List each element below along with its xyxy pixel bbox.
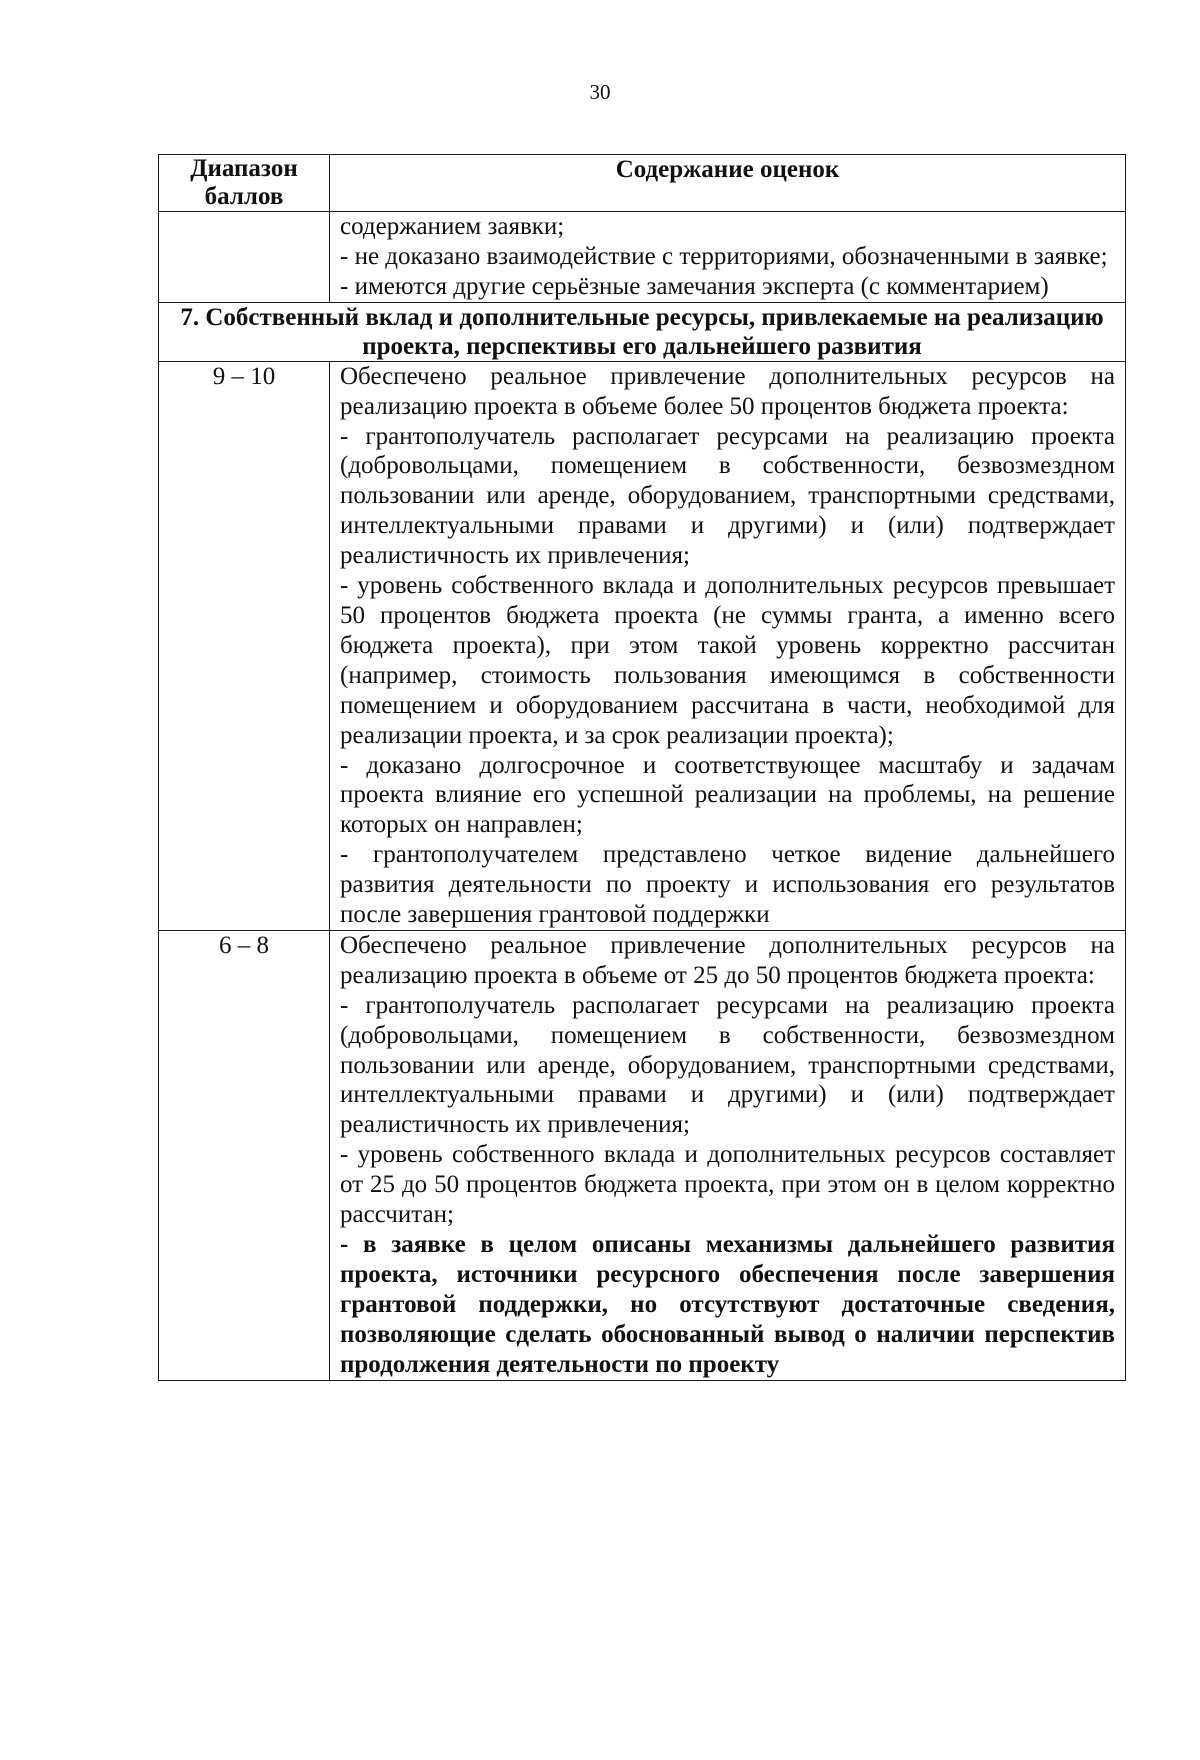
continuation-range bbox=[159, 212, 330, 303]
header-row bbox=[159, 155, 1126, 212]
header-range: Диапазон баллов bbox=[159, 155, 330, 212]
page-number: 30 bbox=[589, 80, 611, 104]
description-paragraph: - доказано долгосрочное и соответствующее масштабу и задачам проекта влияние его успешной реализации на проблемы, на решение которых он направлен; bbox=[340, 751, 1115, 839]
score-range: 6 – 8 bbox=[159, 930, 330, 1380]
section-row bbox=[159, 302, 1126, 361]
table-row bbox=[159, 930, 1126, 1380]
continuation-line: - имеются другие серьёзные замечания эксперта (с комментарием) bbox=[340, 272, 1049, 300]
table-row bbox=[159, 361, 1126, 930]
continuation-line: содержанием заявки; bbox=[340, 213, 565, 240]
description-paragraph: - уровень собственного вклада и дополнительных ресурсов превышает 50 процентов бюджета проекта (не суммы гранта, а именно всего бюджета проекта), при этом такой уровень корректно рассчитан (например, стоимость пользования имеющимся в собственности помещением и оборудованием рассчитана в части, необходимой для реализации проекта, и за срок реализации проекта); bbox=[340, 572, 1115, 749]
section-title: 7. Собственный вклад и дополнительные ресурсы, привлекаемые на реализацию проекта, перспективы его дальнейшего развития bbox=[159, 302, 1126, 361]
continuation-line: - не доказано взаимодействие с территориями, обозначенными в заявке; bbox=[340, 242, 1108, 270]
description-paragraph: Обеспечено реальное привлечение дополнительных ресурсов на реализацию проекта в объеме более 50 процентов бюджета проекта: bbox=[340, 362, 1115, 420]
description-paragraph: - в заявке в целом описаны механизмы дальнейшего развития проекта, источники ресурсного обеспечения после завершения грантовой поддержки, но отсутствуют достаточные сведения, позволяющие сделать обоснованный вывод о наличии перспектив продолжения деятельности по проекту bbox=[340, 1231, 1115, 1378]
score-description bbox=[330, 930, 1126, 1380]
score-description bbox=[330, 361, 1126, 930]
scoring-table bbox=[158, 154, 1126, 1381]
description-paragraph: - уровень собственного вклада и дополнительных ресурсов составляет от 25 до 50 процентов бюджета проекта, при этом он в целом корректно рассчитан; bbox=[340, 1141, 1115, 1229]
description-paragraph: Обеспечено реальное привлечение дополнительных ресурсов на реализацию проекта в объеме от 25 до 50 процентов бюджета проекта: bbox=[340, 931, 1115, 989]
continuation-content bbox=[330, 212, 1126, 303]
description-paragraph: - грантополучатель располагает ресурсами на реализацию проекта (добровольцами, помещением в собственности, безвозмездном пользовании или аренде, оборудованием, транспортными средствами, интеллектуальными правами и другими) и (или) подтверждает реалистичность их привлечения; bbox=[340, 422, 1115, 570]
header-content: Содержание оценок bbox=[330, 155, 1126, 212]
score-range: 9 – 10 bbox=[159, 361, 330, 930]
description-paragraph: - грантополучатель располагает ресурсами на реализацию проекта (добровольцами, помещением в собственности, безвозмездном пользовании или аренде, оборудованием, транспортными средствами, интеллектуальными правами и другими) и (или) подтверждает реалистичность их привлечения; bbox=[340, 991, 1115, 1139]
description-paragraph: - грантополучателем представлено четкое видение дальнейшего развития деятельности по проекту и использования его результатов после завершения грантовой поддержки bbox=[340, 841, 1115, 929]
continuation-row bbox=[159, 212, 1126, 303]
